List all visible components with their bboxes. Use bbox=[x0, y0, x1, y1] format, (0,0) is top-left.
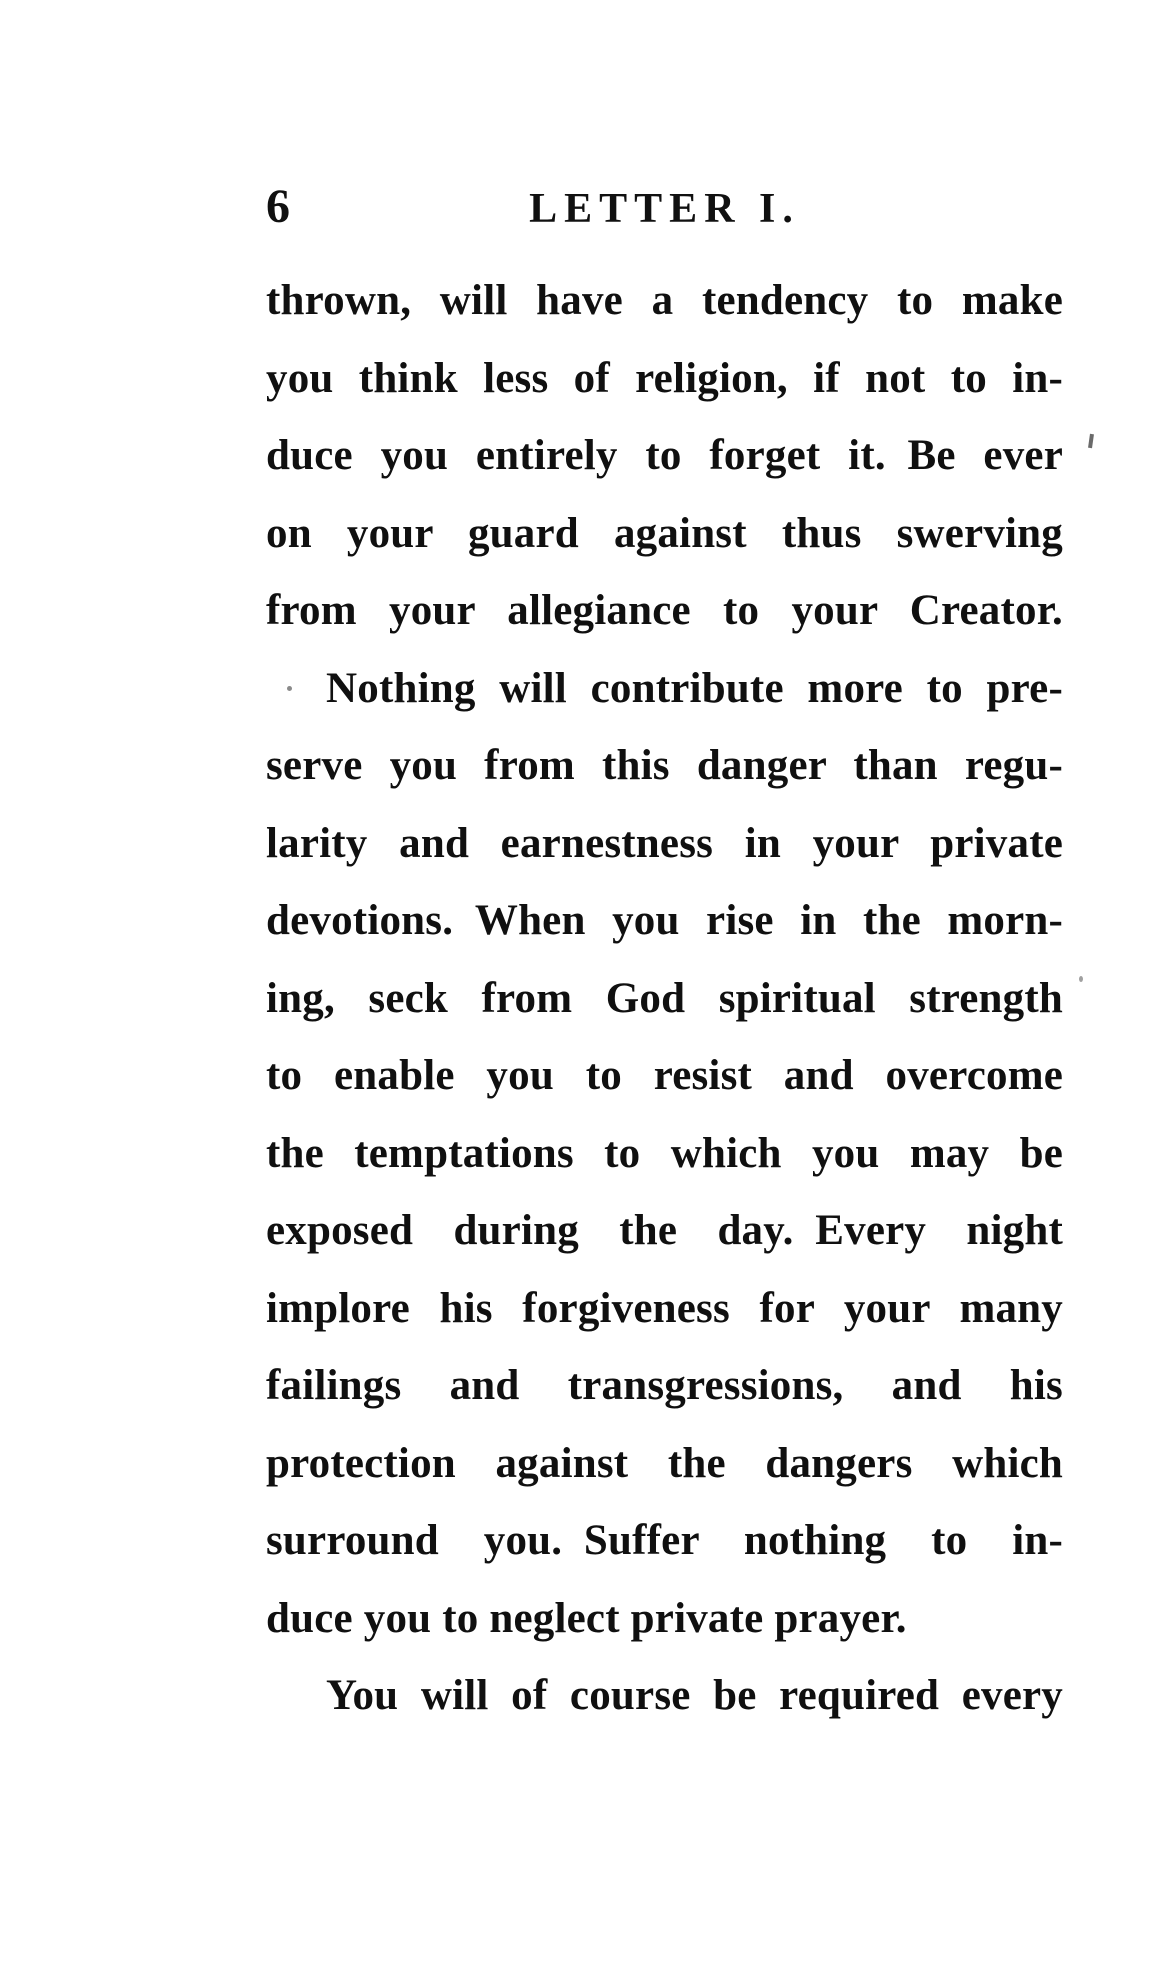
text-line: from your allegiance to your Creator. bbox=[266, 587, 1063, 634]
text-line: surround you. Suffer nothing to in- bbox=[266, 1517, 1063, 1564]
text-line: you think less of religion, if not to in- bbox=[266, 354, 1063, 402]
running-head-title: LETTER I. bbox=[529, 186, 800, 232]
ink-speck bbox=[287, 686, 292, 691]
text-line: the temptations to which you may be bbox=[266, 1129, 1063, 1177]
ink-speck bbox=[1088, 434, 1094, 448]
text-line: Nothing will contribute more to pre- bbox=[326, 664, 1063, 712]
text-line: protection against the dangers which bbox=[266, 1439, 1063, 1487]
body-text-block bbox=[266, 262, 1063, 1735]
text-line: implore his forgiveness for your many bbox=[266, 1284, 1063, 1332]
ink-speck bbox=[1079, 976, 1083, 982]
text-line: failings and transgressions, and his bbox=[266, 1362, 1063, 1409]
text-line: exposed during the day. Every night bbox=[266, 1207, 1063, 1254]
text-line: You will of course be required every bbox=[326, 1672, 1063, 1719]
text-line: larity and earnestness in your private bbox=[266, 819, 1063, 867]
page-number: 6 bbox=[266, 180, 291, 233]
text-line: devotions. When you rise in the morn- bbox=[266, 897, 1063, 944]
text-line: ing, seck from God spiritual strength bbox=[266, 974, 1063, 1022]
text-line: serve you from this danger than regu- bbox=[266, 742, 1063, 789]
text-line: duce you entirely to forget it. Be ever bbox=[266, 432, 1063, 479]
text-line: duce you to neglect private prayer. bbox=[266, 1594, 907, 1642]
text-line: thrown, will have a tendency to make bbox=[266, 277, 1063, 324]
text-line: to enable you to resist and overcome bbox=[266, 1052, 1063, 1099]
text-line: on your guard against thus swerving bbox=[266, 509, 1063, 557]
